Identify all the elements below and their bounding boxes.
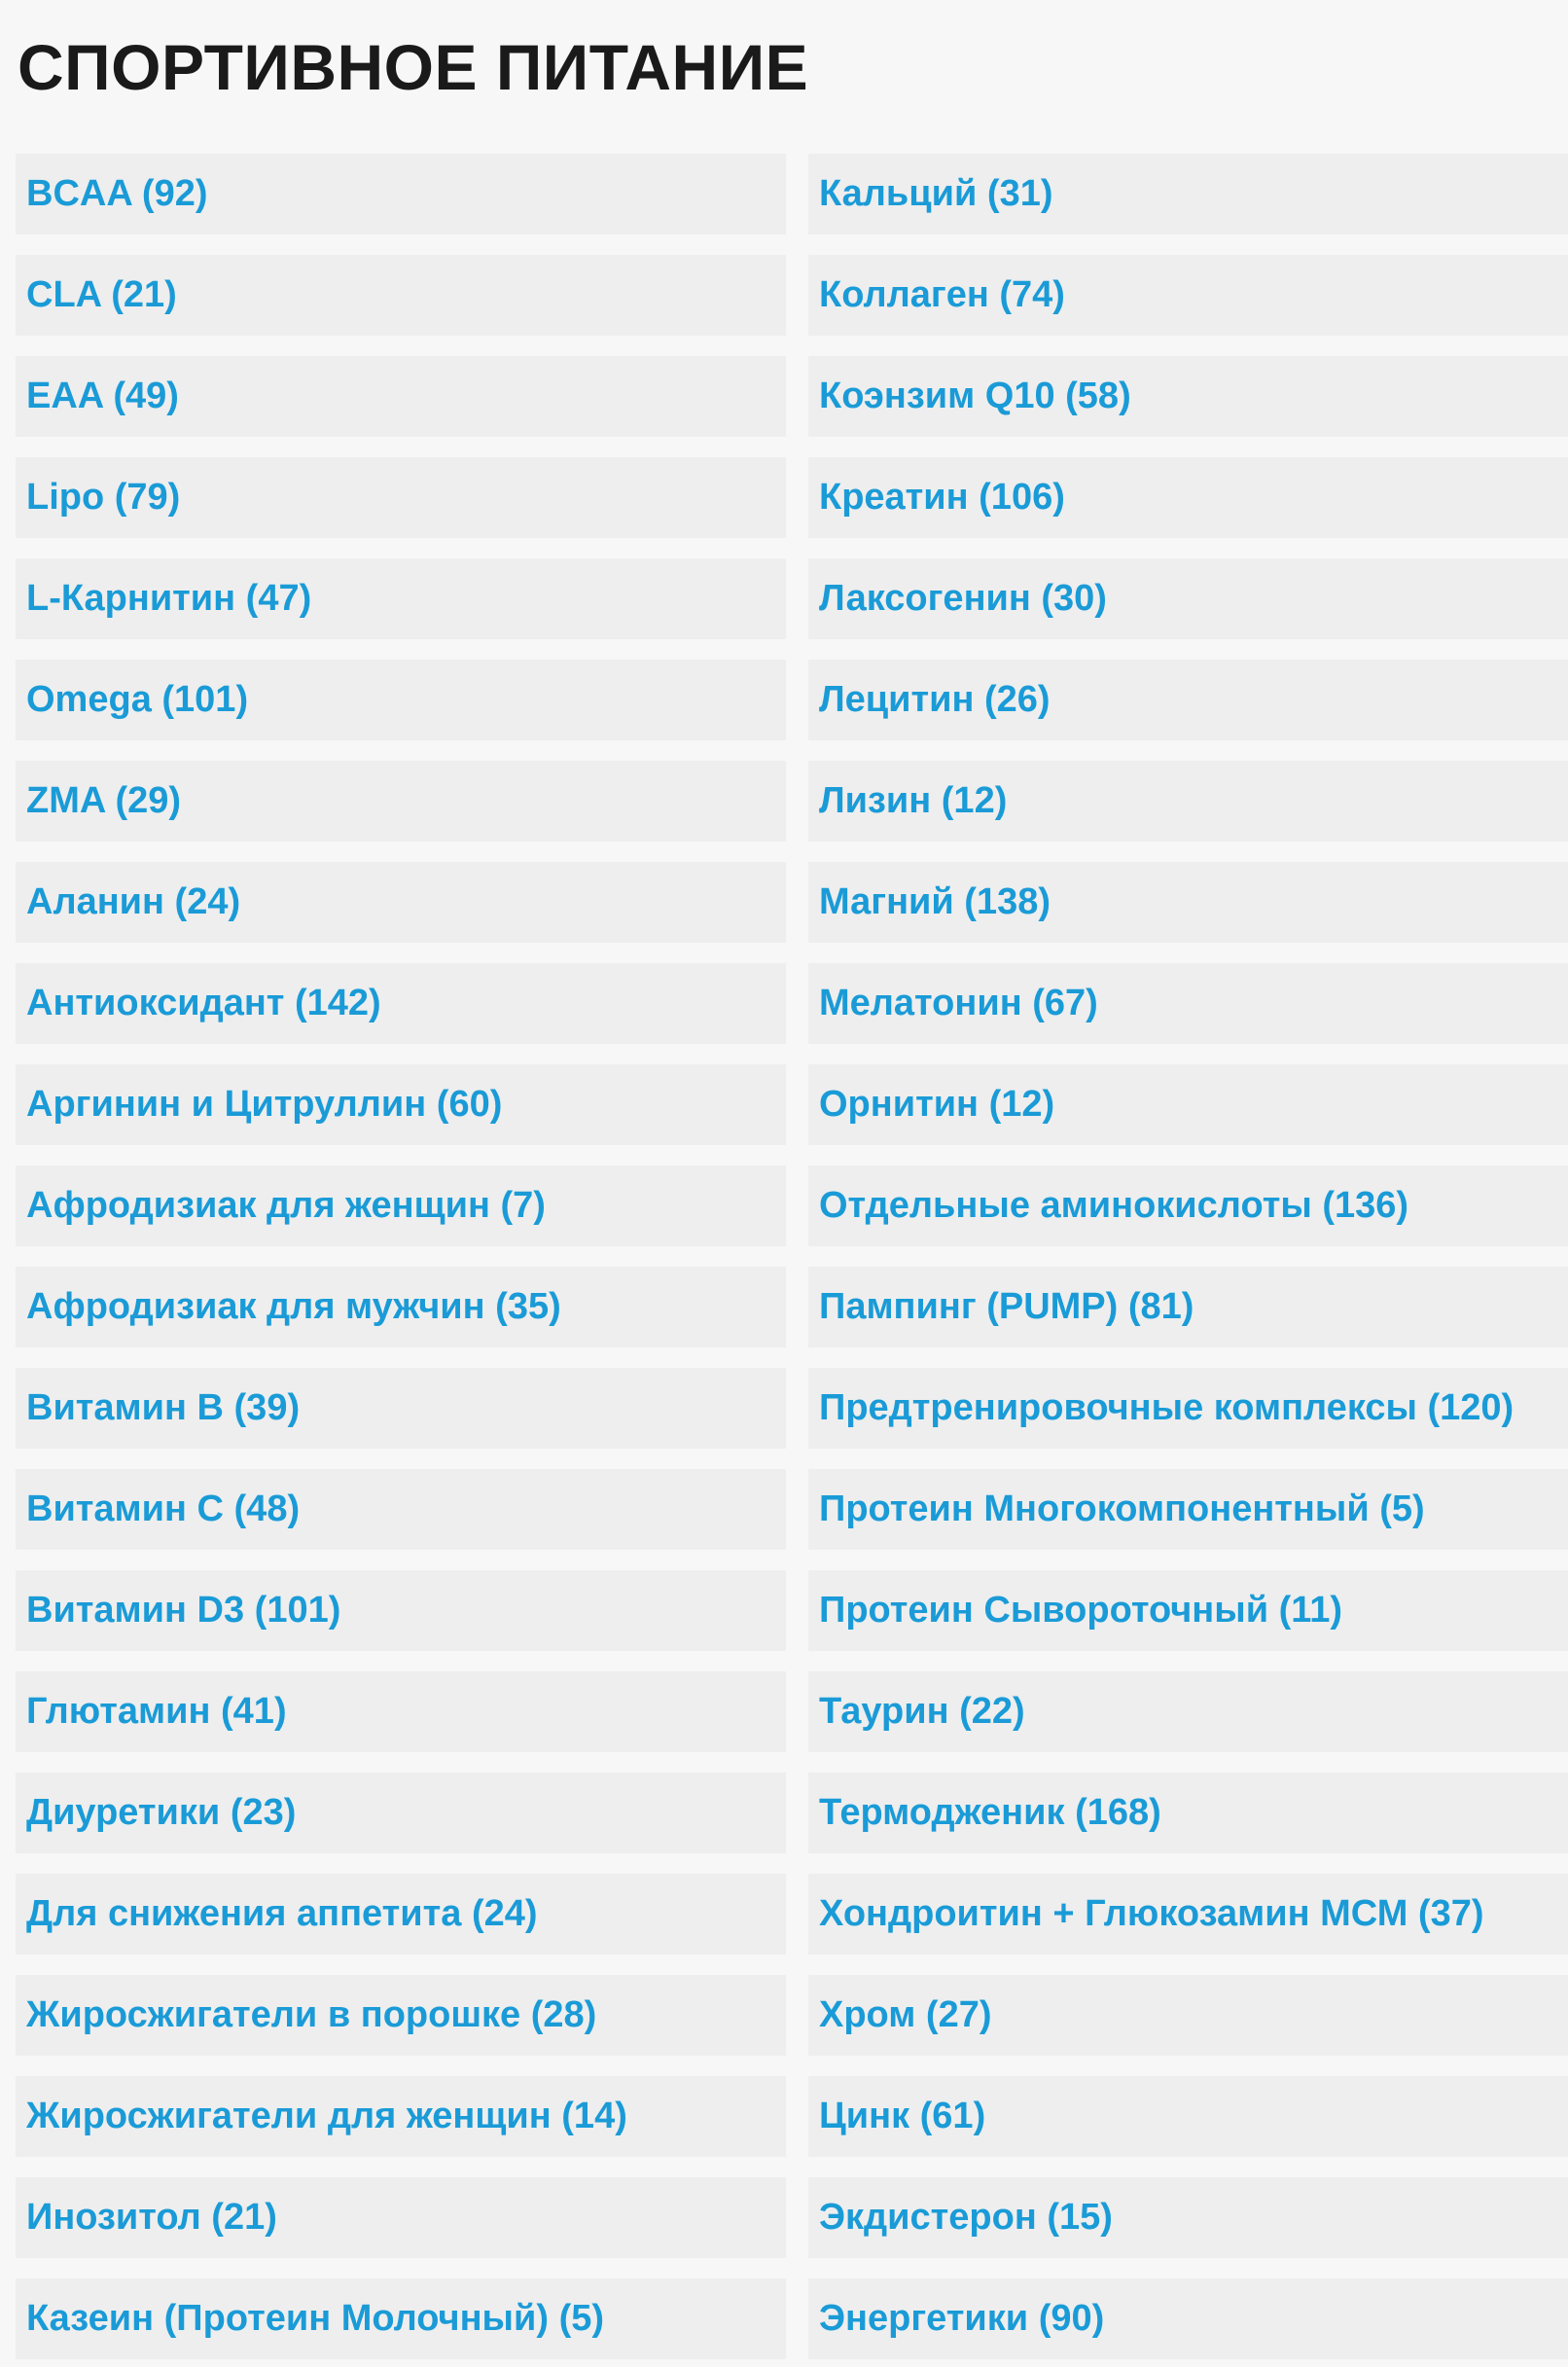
page-title: СПОРТИВНОЕ ПИТАНИЕ: [18, 31, 809, 103]
category-label: Протеин Сывороточный (11): [819, 1590, 1343, 1631]
category-label: Жиросжигатели для женщин (14): [26, 2096, 627, 2136]
category-label: Для снижения аппетита (24): [26, 1893, 538, 1934]
category-column-right: [808, 154, 1568, 2367]
category-link[interactable]: [808, 255, 1568, 336]
category-link[interactable]: [808, 1166, 1568, 1246]
category-link[interactable]: [16, 2177, 786, 2258]
category-link[interactable]: [808, 1570, 1568, 1651]
category-label: Энергетики (90): [819, 2298, 1105, 2339]
category-link[interactable]: [16, 1874, 786, 1955]
category-label: Лецитин (26): [819, 679, 1051, 720]
category-link[interactable]: [16, 1267, 786, 1347]
category-label: Хондроитин + Глюкозамин МСМ (37): [819, 1893, 1484, 1934]
category-link[interactable]: [808, 2076, 1568, 2157]
category-link[interactable]: [16, 558, 786, 639]
category-link[interactable]: [16, 963, 786, 1044]
category-label: Антиоксидант (142): [26, 983, 381, 1023]
category-label: Глютамин (41): [26, 1691, 287, 1732]
category-link[interactable]: [16, 255, 786, 336]
category-link[interactable]: [808, 1267, 1568, 1347]
category-label: Диуретики (23): [26, 1792, 297, 1833]
category-link[interactable]: [16, 2278, 786, 2359]
category-link[interactable]: [808, 761, 1568, 842]
category-link[interactable]: [808, 660, 1568, 740]
category-link[interactable]: [808, 457, 1568, 538]
category-link[interactable]: [16, 1570, 786, 1651]
category-label: Магний (138): [819, 881, 1051, 922]
category-link[interactable]: [808, 558, 1568, 639]
category-label: Экдистерон (15): [819, 2197, 1113, 2238]
category-link[interactable]: [808, 1064, 1568, 1145]
category-link[interactable]: [16, 154, 786, 234]
category-link[interactable]: [808, 1874, 1568, 1955]
category-label: Инозитол (21): [26, 2197, 277, 2238]
category-label: CLA (21): [26, 274, 177, 315]
category-label: EAA (49): [26, 376, 179, 416]
category-label: Жиросжигатели в порошке (28): [26, 1994, 597, 2035]
category-label: Орнитин (12): [819, 1084, 1055, 1125]
category-label: Витамин D3 (101): [26, 1590, 341, 1631]
category-link[interactable]: [16, 660, 786, 740]
category-label: Витамин B (39): [26, 1387, 301, 1428]
category-label: Предтренировочные комплексы (120): [819, 1387, 1515, 1428]
category-link[interactable]: [808, 356, 1568, 437]
category-label: Термодженик (168): [819, 1792, 1161, 1833]
category-link[interactable]: [808, 1469, 1568, 1550]
category-link[interactable]: [16, 1671, 786, 1752]
category-link[interactable]: [16, 1975, 786, 2056]
category-link[interactable]: [16, 1166, 786, 1246]
category-label: Витамин C (48): [26, 1488, 301, 1529]
category-link[interactable]: [808, 862, 1568, 943]
category-label: Мелатонин (67): [819, 983, 1098, 1023]
category-label: Афродизиак для женщин (7): [26, 1185, 546, 1226]
category-label: Протеин Многокомпонентный (5): [819, 1488, 1425, 1529]
category-label: Коллаген (74): [819, 274, 1065, 315]
category-link[interactable]: [808, 2278, 1568, 2359]
category-column-left: [16, 154, 786, 2367]
category-label: Пампинг (PUMP) (81): [819, 1286, 1194, 1327]
category-link[interactable]: [808, 154, 1568, 234]
category-label: Отдельные аминокислоты (136): [819, 1185, 1409, 1226]
category-link[interactable]: [808, 1773, 1568, 1853]
category-label: Лизин (12): [819, 780, 1008, 821]
category-label: Креатин (106): [819, 477, 1065, 518]
category-label: Афродизиак для мужчин (35): [26, 1286, 561, 1327]
category-grid: [16, 154, 1568, 2367]
category-label: Lipo (79): [26, 477, 181, 518]
category-label: ZMA (29): [26, 780, 182, 821]
category-link[interactable]: [16, 2076, 786, 2157]
category-label: L-Карнитин (47): [26, 578, 312, 619]
category-label: Хром (27): [819, 1994, 992, 2035]
category-link[interactable]: [808, 1975, 1568, 2056]
category-link[interactable]: [16, 356, 786, 437]
category-label: Таурин (22): [819, 1691, 1025, 1732]
category-link[interactable]: [16, 1064, 786, 1145]
category-link[interactable]: [16, 761, 786, 842]
category-label: Omega (101): [26, 679, 249, 720]
category-label: BCAA (92): [26, 173, 208, 214]
category-link[interactable]: [808, 1368, 1568, 1449]
category-label: Лаксогенин (30): [819, 578, 1107, 619]
category-link[interactable]: [808, 2177, 1568, 2258]
category-link[interactable]: [16, 457, 786, 538]
category-link[interactable]: [16, 1368, 786, 1449]
category-link[interactable]: [808, 1671, 1568, 1752]
category-label: Цинк (61): [819, 2096, 986, 2136]
category-link[interactable]: [16, 862, 786, 943]
category-link[interactable]: [16, 1773, 786, 1853]
category-label: Кальций (31): [819, 173, 1053, 214]
category-label: Коэнзим Q10 (58): [819, 376, 1131, 416]
category-label: Казеин (Протеин Молочный) (5): [26, 2298, 605, 2339]
category-link[interactable]: [16, 1469, 786, 1550]
category-label: Аланин (24): [26, 881, 241, 922]
category-link[interactable]: [808, 963, 1568, 1044]
category-label: Аргинин и Цитруллин (60): [26, 1084, 503, 1125]
